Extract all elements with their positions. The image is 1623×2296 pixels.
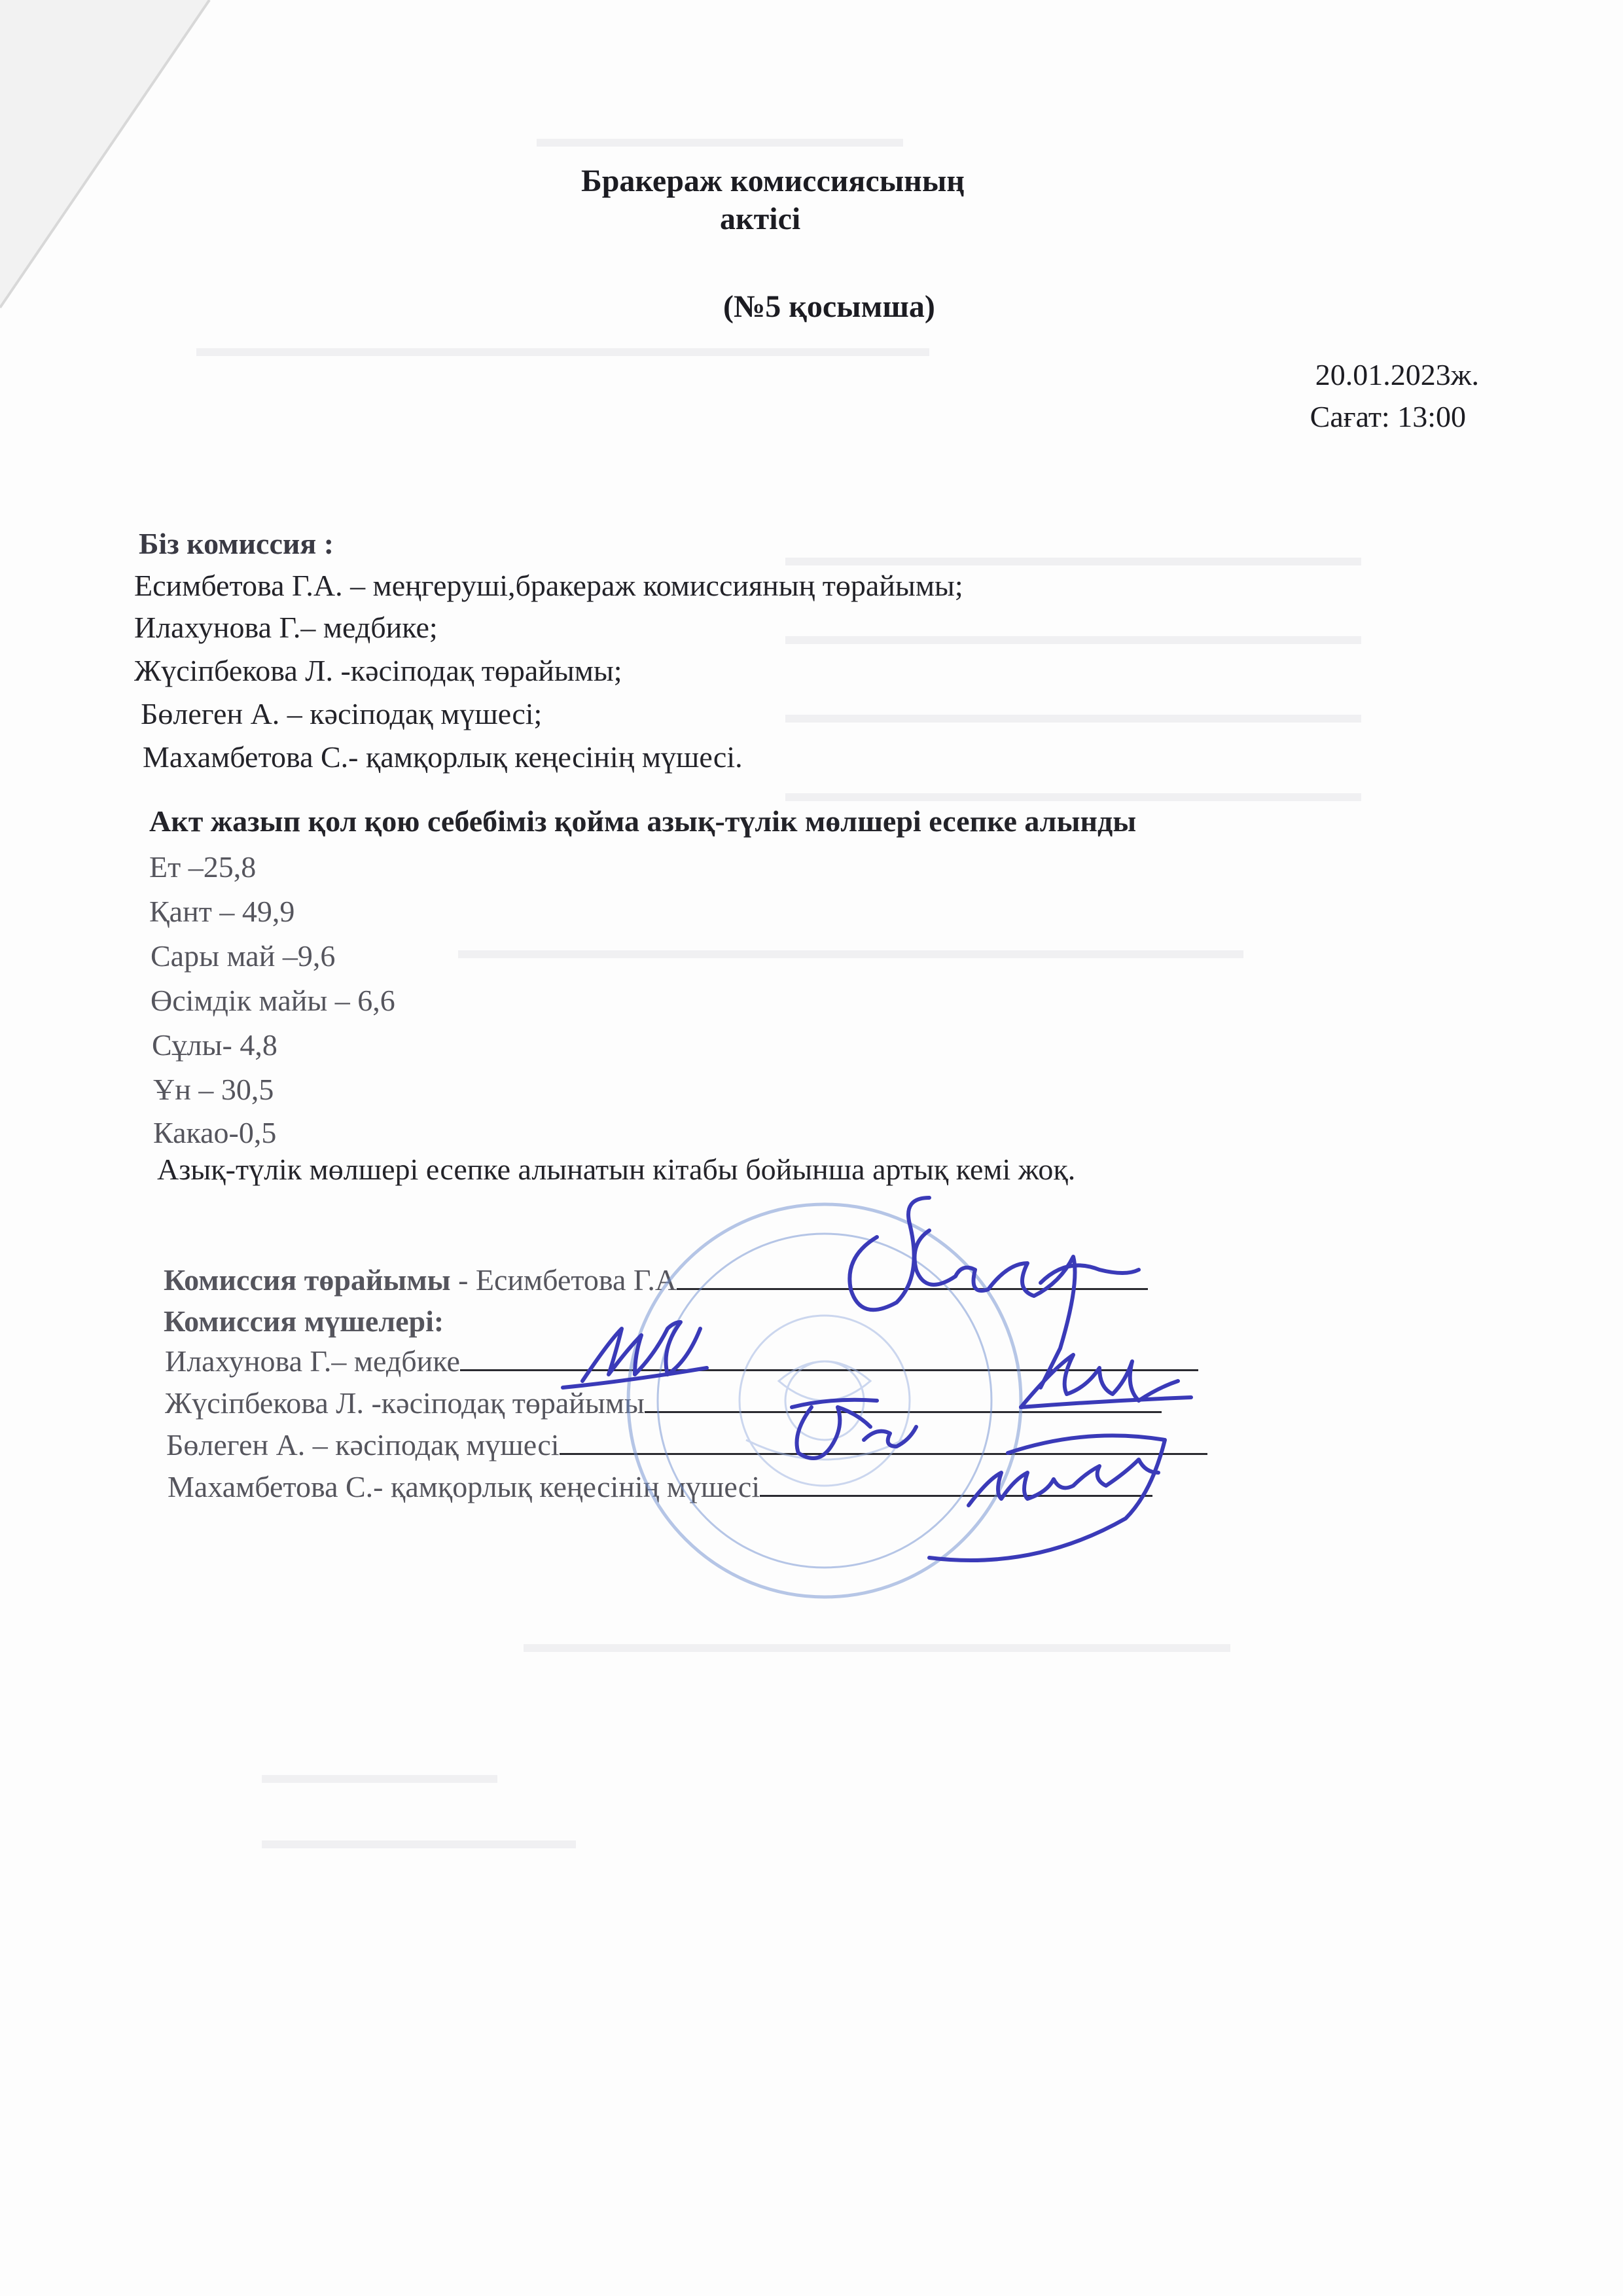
signature-member-4 xyxy=(929,1435,1165,1560)
member-name: Бөлеген А. – кәсіподақ мүшесі xyxy=(166,1428,560,1462)
commission-member: Бөлеген А. – кәсіподақ мүшесі; xyxy=(141,697,543,730)
bleed-through-text: ▬▬▬▬▬▬▬▬▬▬▬▬ xyxy=(262,1825,576,1854)
commission-heading: Біз комиссия : xyxy=(139,527,334,560)
commission-member: Илахунова Г.– медбике; xyxy=(134,611,438,644)
bleed-through-text: ▬▬▬▬▬▬▬▬▬▬▬▬▬▬▬▬▬▬▬▬▬▬ xyxy=(785,542,1361,571)
document-date: 20.01.2023ж. xyxy=(1315,358,1479,391)
bleed-through-text: ▬▬▬▬▬▬▬▬▬▬▬▬▬▬▬▬▬▬▬▬▬▬▬▬▬▬▬ xyxy=(524,1628,1230,1658)
act-reason: Акт жазып қол қою себебіміз қойма азық-түлік мөлшері есепке алынды xyxy=(149,804,1137,838)
bleed-through-text: ▬▬▬▬▬▬▬▬▬▬▬▬▬▬▬▬▬▬▬▬▬▬ xyxy=(785,778,1361,807)
members-heading: Комиссия мүшелері: xyxy=(164,1304,444,1338)
signature-member-3 xyxy=(792,1400,916,1458)
bleed-through-text: ▬▬▬▬▬▬▬▬▬▬▬▬▬▬▬▬▬▬▬▬▬▬ xyxy=(785,699,1361,728)
document-title: Бракераж комиссиясының xyxy=(581,164,965,198)
signature-chair xyxy=(849,1198,1139,1388)
document-time: Сағат: 13:00 xyxy=(1310,400,1466,433)
inventory-item: Сұлы- 4,8 xyxy=(152,1028,277,1062)
inventory-item: Қант – 49,9 xyxy=(149,895,295,928)
act-conclusion: Азық-түлік мөлшері есепке алынатын кітабы бойынша артық кемі жоқ. xyxy=(157,1153,1076,1186)
member-name: Илахунова Г.– медбике xyxy=(165,1344,460,1378)
commission-member: Есимбетова Г.А. – меңгеруші,бракераж комиссияның төрайымы; xyxy=(134,569,963,602)
bleed-through-text: ▬▬▬▬▬▬▬▬▬▬▬▬▬▬ xyxy=(537,123,903,152)
commission-member: Жүсіпбекова Л. -кәсіподақ төрайымы; xyxy=(134,654,622,687)
inventory-item: Ет –25,8 xyxy=(149,850,257,884)
chair-label: Комиссия төрайымы xyxy=(164,1263,451,1297)
bleed-through-text: ▬▬▬▬▬▬▬▬▬▬▬▬▬▬▬▬▬▬▬▬▬▬▬▬▬▬▬▬▬▬ xyxy=(458,935,1243,964)
bleed-through-text: ▬▬▬▬▬▬▬▬▬▬▬▬▬▬▬▬▬▬▬▬▬▬▬▬▬▬▬▬ xyxy=(196,332,929,362)
bleed-through-text: ▬▬▬▬▬▬▬▬▬▬▬▬▬▬▬▬▬▬▬▬▬▬ xyxy=(785,620,1361,650)
bleed-through-text: ▬▬▬▬▬▬▬▬▬ xyxy=(262,1759,497,1789)
document-title-line2: актісі xyxy=(720,202,801,236)
appendix-label: (№5 қосымша) xyxy=(723,289,935,324)
signature-member-2 xyxy=(1021,1355,1191,1407)
signature-member-1 xyxy=(563,1322,707,1388)
inventory-item: Какао-0,5 xyxy=(153,1116,277,1149)
chair-name: - Есимбетова Г.А xyxy=(450,1263,677,1297)
inventory-item: Сары май –9,6 xyxy=(151,939,336,973)
commission-member: Махамбетова С.- қамқорлық кеңесінің мүшесі. xyxy=(143,740,743,774)
inventory-item: Өсімдік майы – 6,6 xyxy=(151,984,395,1017)
member-name: Жүсіпбекова Л. -кәсіподақ төрайымы xyxy=(165,1386,645,1420)
inventory-item: Ұн – 30,5 xyxy=(153,1073,274,1106)
member-name: Махамбетова С.- қамқорлық кеңесінің мүшесі xyxy=(168,1470,760,1503)
